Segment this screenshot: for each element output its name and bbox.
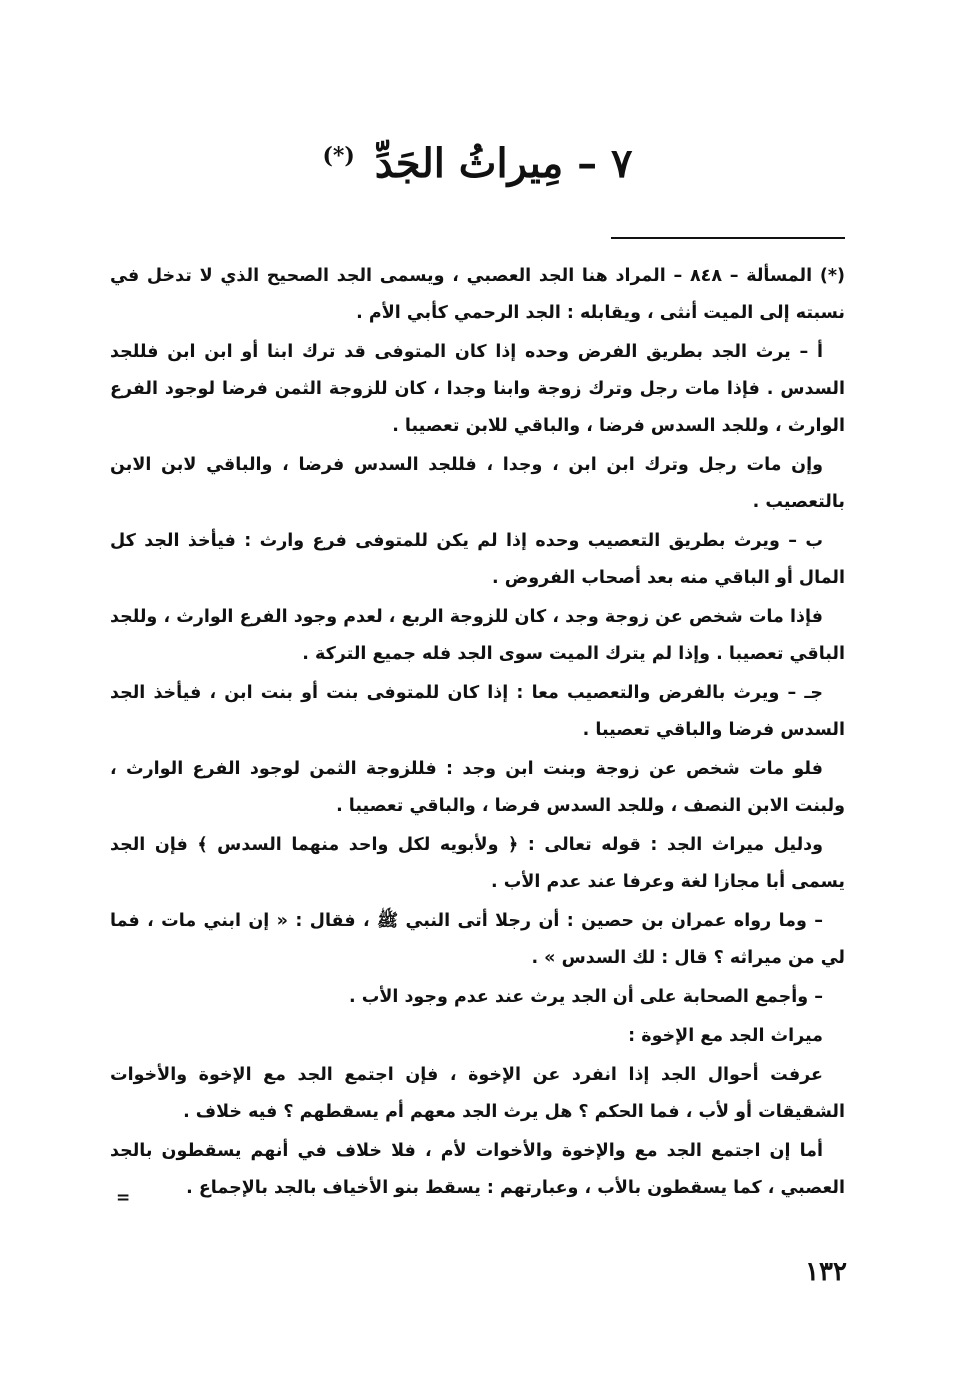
continuation-mark: = (116, 1188, 131, 1208)
paragraph-c-example: فلو مات شخص عن زوجة وبنت ابن وجد : فللزوجة الثمن لوجود الفرع الوارث ، ولبنت الابن النصف ، وللجد السدس فرضا ، والباقي تعصيبا . (110, 759, 845, 816)
footnote-marker: (*) (322, 142, 355, 169)
chapter-title (0, 140, 955, 187)
paragraph-evidence: ودليل ميراث الجد : قوله تعالى : ﴿ ولأبويه لكل واحد منهما السدس ﴾ فإن الجد يسمى أبا مجازا لغة وعرفا عند عدم الأب . (110, 835, 845, 892)
section-heading-brothers: ميراث الجد مع الإخوة : (628, 1026, 823, 1046)
paragraph-hadith: – وما رواه عمران بن حصين : أن رجلا أتى النبي ﷺ ، فقال : « إن ابني مات ، فما لي من ميراثه ؟ قال : لك السدس » . (110, 911, 845, 968)
footnote-separator-rule (611, 237, 845, 239)
paragraph-consensus: – وأجمع الصحابة على أن الجد يرث عند عدم وجود الأب . (349, 987, 823, 1007)
paragraph-maternal-siblings: أما إن اجتمع الجد مع والإخوة والأخوات لأم ، فلا خلاف في أنهم يسقطون بالجد العصبي ، كما يسقطون بالأب ، وعبارتهم : يسقط بنو الأخياف بالجد بالإجماع . (110, 1141, 845, 1198)
paragraph-a-example: وإن مات رجل وترك ابن ابن ، وجدا ، فللجد السدس فرضا ، والباقي لابن الابن بالتعصيب . (110, 455, 845, 512)
paragraph-a: أ – يرث الجد بطريق الفرض وحده إذا كان المتوفى قد ترك ابنا أو ابن ابن فللجد السدس . فإذا مات رجل وترك زوجة وابنا وجدا ، كان للزوجة الثمن فرضا لوجود الفرع الوارث ، وللجد السدس فرضا ، والباقي للابن تعصيبا . (110, 342, 845, 436)
paragraph-intro: (*) المسألة – ٨٤٨ – المراد هنا الجد العصبي ، ويسمى الجد الصحيح الذي لا تدخل في نسبته إلى الميت أنثى ، ويقابله : الجد الرحمي كأبي الأم . (110, 266, 846, 323)
footnote-body (110, 258, 845, 1209)
paragraph-c: جـ – ويرث بالفرض والتعصيب معا : إذا كان للمتوفى بنت أو بنت ابن ، فيأخذ الجد السدس فرضا والباقي تعصيبا . (110, 683, 845, 740)
page-number: ١٣٢ (805, 1257, 847, 1287)
paragraph-brothers: عرفت أحوال الجد إذا انفرد عن الإخوة ، فإن اجتمع الجد مع الإخوة والأخوات الشقيقات أو لأب ، فما الحكم ؟ هل يرث الجد معهم أم يسقطهم ؟ فيه خلاف . (110, 1065, 845, 1122)
paragraph-b: ب – ويرث بطريق التعصيب وحده إذا لم يكن للمتوفى فرع وارث : فيأخذ الجد كل المال أو الباقي منه بعد أصحاب الفروض . (110, 531, 845, 588)
paragraph-b-example: فإذا مات شخص عن زوجة وجد ، كان للزوجة الربع ، لعدم وجود الفرع الوارث ، وللجد الباقي تعصيبا . وإذا لم يترك الميت سوى الجد فله جميع التركة . (110, 607, 845, 664)
chapter-title-text: ٧ – مِيراثُ الجَدِّ (374, 140, 633, 187)
